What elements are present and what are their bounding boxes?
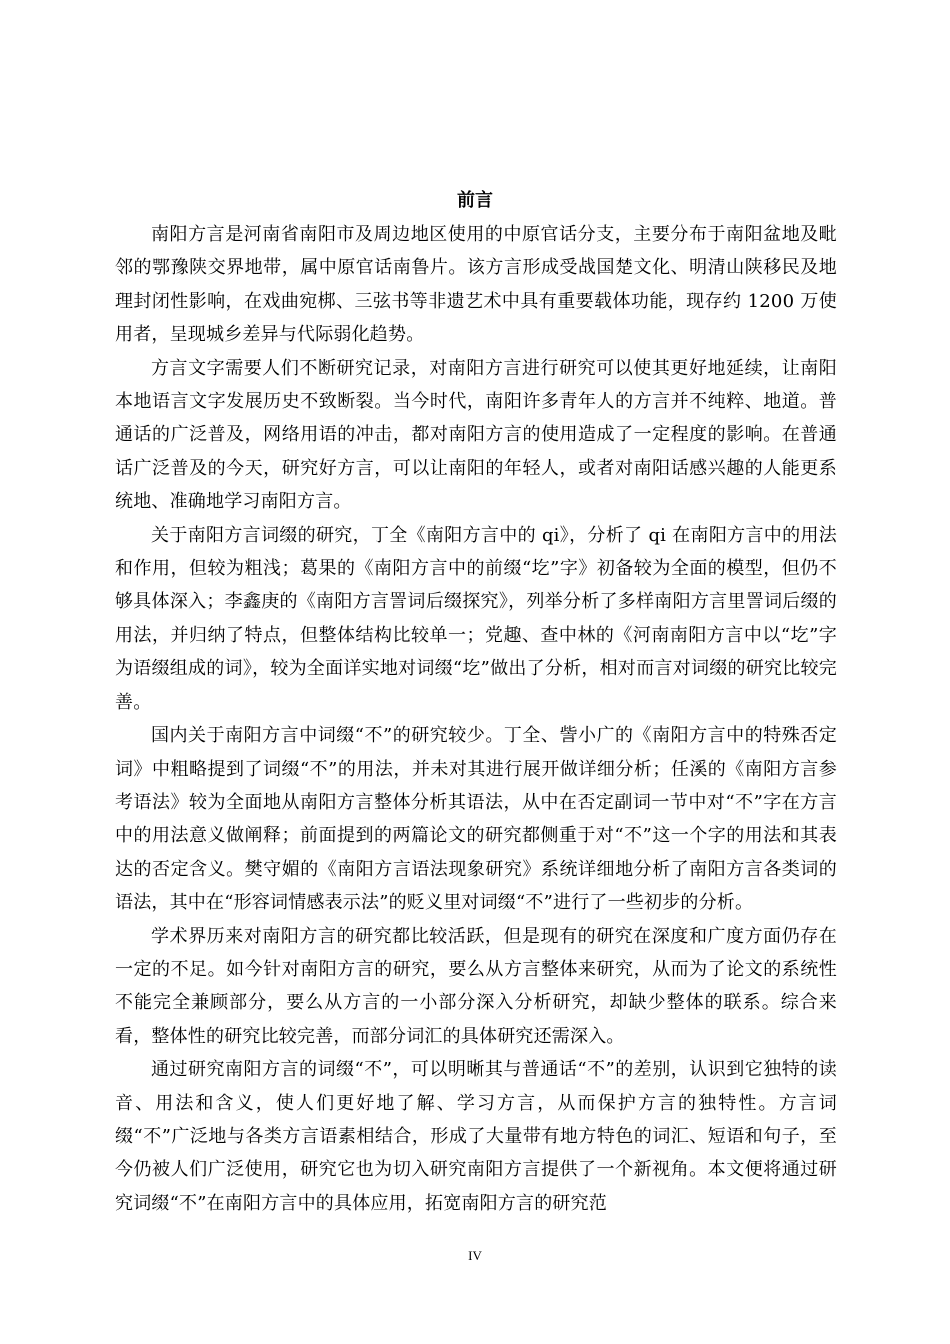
paragraph-5: 学术界历来对南阳方言的研究都比较活跃，但是现有的研究在深度和广度方面仍存在一定的不足。如今针对南阳方言的研究，要么从方言整体来研究，从而为了论文的系统性不能完全兼顾部分，要么从方言的一小部分深入分析研究，却缺少整体的联系。综合来看，整体性的研究比较完善，而部分词汇的具体研究还需深入。 (115, 925, 837, 1047)
section-title: 前言 (457, 190, 493, 211)
paragraph-4: 国内关于南阳方言中词缀“不”的研究较少。丁全、訾小广的《南阳方言中的特殊否定词》中粗略提到了词缀“不”的用法，并未对其进行展开做详细分析；任溪的《南阳方言参考语法》较为全面地从南阳方言整体分析其语法，从中在否定副词一节中对“不”字在方言中的用法意义做阐释；前面提到的两篇论文的研究都侧重于对“不”这一个字的用法和其表达的否定含义。樊守媚的《南阳方言语法现象研究》系统详细地分析了南阳方言各类词的语法，其中在“形容词情感表示法”的贬义里对词缀“不”进行了一些初步的分析。 (115, 725, 837, 914)
paragraph-3: 关于南阳方言词缀的研究，丁全《南阳方言中的 qi》，分析了 qi 在南阳方言中的用法和作用，但较为粗浅；葛果的《南阳方言中的前缀“圪”字》初备较为全面的模型，但仍不够具体深入；李鑫庚的《南阳方言詈词后缀探究》，列举分析了多样南阳方言里詈词后缀的用法，并归纳了特点，但整体结构比较单一；党趣、查中林的《河南南阳方言中以“圪”字为语缀组成的词》，较为全面详实地对词缀“圪”做出了分析，相对而言对词缀的研究比较完善。 (115, 524, 837, 713)
paragraph-1: 南阳方言是河南省南阳市及周边地区使用的中原官话分支，主要分布于南阳盆地及毗邻的鄂豫陕交界地带，属中原官话南鲁片。该方言形成受战国楚文化、明清山陕移民及地理封闭性影响，在戏曲宛梆、三弦书等非遗艺术中具有重要载体功能，现存约 1200 万使用者，呈现城乡差异与代际弱化趋势。 (115, 224, 837, 346)
page-number: IV (468, 1248, 482, 1263)
paragraph-6: 通过研究南阳方言的词缀“不”，可以明晰其与普通话“不”的差别，认识到它独特的读音、用法和含义，使人们更好地了解、学习方言，从而保护方言的独特性。方言词缀“不”广泛地与各类方言语素相结合，形成了大量带有地方特色的词汇、短语和句子，至今仍被人们广泛使用，研究它也为切入研究南阳方言提供了一个新视角。本文便将通过研究词缀“不”在南阳方言中的具体应用，拓宽南阳方言的研究范 (115, 1059, 837, 1214)
body-text (115, 218, 837, 1220)
paragraph-2: 方言文字需要人们不断研究记录，对南阳方言进行研究可以使其更好地延续，让南阳本地语言文字发展历史不致断裂。当今时代，南阳许多青年人的方言并不纯粹、地道。普通话的广泛普及，网络用语的冲击，都对南阳方言的使用造成了一定程度的影响。在普通话广泛普及的今天，研究好方言，可以让南阳的年轻人，或者对南阳话感兴趣的人能更系统地、准确地学习南阳方言。 (115, 357, 837, 513)
